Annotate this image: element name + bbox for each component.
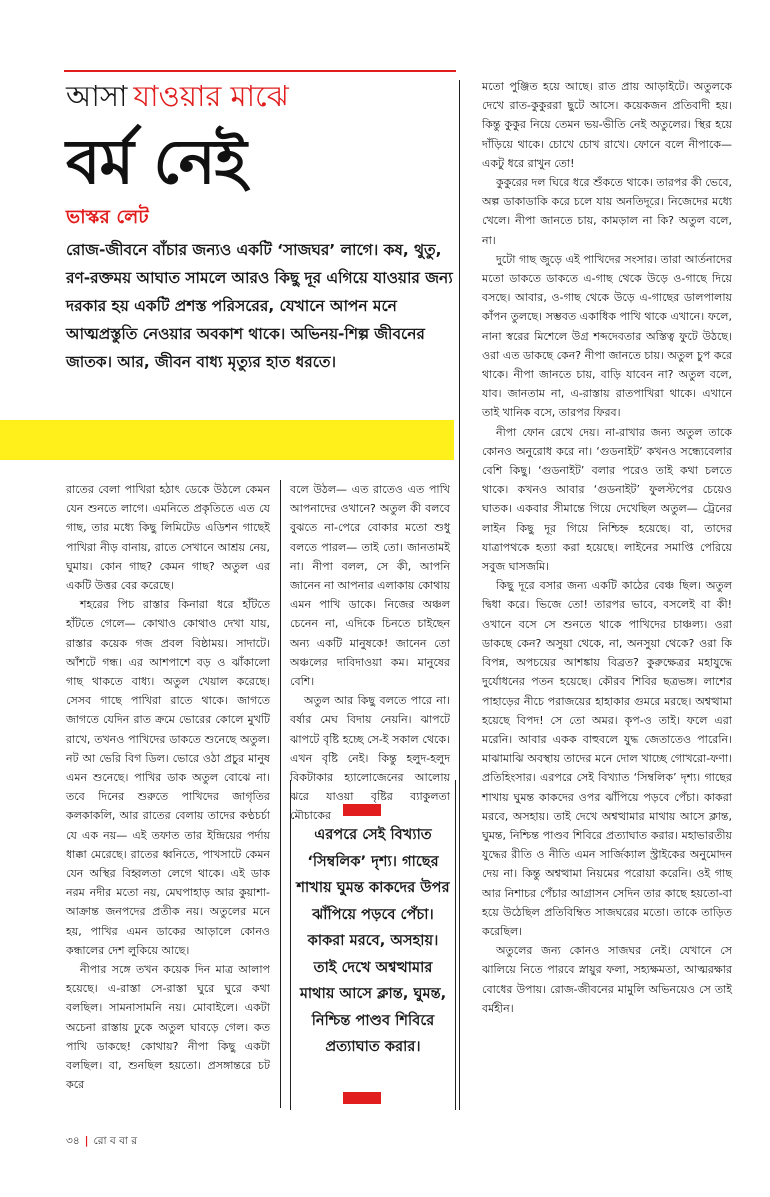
body-paragraph: রাতের বেলা পাখিরা হঠাৎ ডেকে উঠলে কেমন যেন শুনতে লাগে। এমনিতে প্রকৃতিতে এত যে গাছ, তার মধ্যে কিছু লিমিটেড এডিশন গাছেই পাখিরা নীড় বানায়, রাতে সেখানে আশ্রয় নেয়, ঘুমায়। কোন গাছ? কেমন গাছ? অতুল এর একটি উত্তর বের করেছে। (66, 483, 270, 593)
pullquote-bar-top (343, 804, 381, 816)
body-paragraph: বলে উঠল— এত রাতেও এত পাখি আপনাদের ওখানে? অতুল কী বলবে বুঝতে না-পেরে বোকার মতো শুধু বলতে পারল— তাই তো। জানতামই না। নীপা বলল, সে কী, আপনি জানেন না আপনার এলাকায় কোথায় এমন পাখি ডাকে। নিজের অঞ্চল চেনেন না, এদিকে চিনতে চাইছেন অন্য একটি মানুষকে! জানেন তো অঞ্চলের দাবিদাওয়া কম। মানুষের বেশি। (290, 483, 450, 689)
series-title (66, 78, 289, 114)
body-paragraph: মতো পুঞ্জিত হয়ে আছে। রাত প্রায় আড়াইটে। অতুলকে দেখে রাত-কুকুররা ছুটে আসে। কয়েকজন প্রতিবাদী হয়। কিন্তু কুকুর নিয়ে তেমন ভয়-ভীতি নেই অতুলের। স্থির হয়ে দাঁড়িয়ে থাকে। চোখে চোখ রাখে। ফোনে বলে নীপাকে— একটু ধরে রাখুন তো! (482, 80, 732, 170)
series-title-plain: আসা (66, 79, 128, 113)
body-column-right (482, 77, 732, 1110)
series-title-accent: যাওয়ার মাঝে (133, 79, 289, 113)
body-paragraph: নীপার সঙ্গে তখন কয়েক দিন মাত্র আলাপ হয়েছে। এ-রাস্তা সে-রাস্তা ঘুরে ঘুরে কথা বলছিল। সামনাসামনি নয়। মোবাইলে। একটা অচেনা রাস্তায় ঢুকে অতুল ঘাবড়ে গেল। কত পাখি ডাকছে! কোথায়? নীপা কিছু একটা বলছিল। বা, শুনছিল হয়তো। প্রসঙ্গান্তরে চট করে (66, 963, 270, 1092)
body-column-left (66, 480, 270, 1092)
column-divider-right (459, 80, 460, 1110)
pullquote-bar-bottom (343, 1092, 381, 1104)
publication-name: রো ব বা র (93, 1135, 138, 1147)
body-paragraph: নীপা ফোন রেখে দেয়। না-রাখার জন্য অতুল তাকে কোনও অনুরোধ করে না। ‘গুডনাইট’ কখনও সন্ধ্যেবেলার বেশি কিছু। ‘গুডনাইট’ বলার পরেও তাই কথা চলতে থাকে। কখনও আবার ‘গুডনাইট’ ফুলস্টপের চেয়েও ঘাতক। একবার সীমান্তে গিয়ে দেখেছিল অতুল— ট্রেনের লাইন কিছু দূর গিয়ে নিশ্চিহ্ন হয়েছে। বা, তাদের যাত্রাপথকে হত্যা করা হয়েছে। লাইনের সমাপ্তি পেরিয়ে সবুজ ঘাসজমি। (482, 425, 732, 574)
body-paragraph: দুটো গাছ জুড়ে এই পাখিদের সংসার। তারা আর্তনাদের মতো ডাকতে ডাকতে এ-গাছ থেকে উড়ে ও-গাছে দিয়ে বসছে। আবার, ও-গাছ থেকে উড়ে এ-গাছের ডালপালায় কাঁপন তুলছে। সম্ভবত একাধিক পাখি থাকে এখানে। ফলে, নানা স্বরের মিশেলে উগ্র শব্দদেবতার অস্তিত্ব ফুটে উঠছে। ওরা এত ডাকছে কেন? নীপা জানতে চায়। অতুল চুপ করে থাকে। নীপা জানতে চায়, বাড়ি যাবেন না? অতুল বলে, যাব। জানতাম না, এ-রাস্তায় রাতপাখিরা থাকে। এখানে তাই খানিক বসে, তারপর ফিরব। (482, 252, 732, 420)
body-paragraph: শহরের পিচ রাস্তার কিনারা ধরে হাঁটতে হাঁটতে গেলে— কোথাও কোথাও দেখা যায়, রাস্তার কয়েক গজ প্রবল বিষ্ঠাময়। সাদাটে। আঁশটে গন্ধ। এর আশপাশে বড় ও ঝাঁকালো গাছ থাকতে বাধ্য। অতুল খেয়াল করেছে। সেসব গাছে পাখিরা রাতে থাকে। জাগতে জাগতে যেদিন রাত ক্রমে ভোরের কোলে মুখটি রাখে, তখনও পাখিদের ডাকতে শুনেছে অতুল। নট আ ভেরি বিগ ডিল। ভোরে ওঠা প্রচুর মানুষ এমন শুনেছে। পাখির ডাক অতুল বোঝে না। তবে দিনের শুরুতে পাখিদের জাগৃতির কলকাকলি, আর রাতের বেলায় তাদের কণ্ঠচর্চা যে এক নয়— এই তফাত তার ইন্দ্রিয়ের পর্দায় ধাক্কা মেরেছে। রাতের ধ্বনিতে, পাখসাটে কেমন যেন অস্থির বিহ্বলতা লেগে থাকে। এই ডাক নরম নদীর মতো নয়, মেঘপাহাড় আর কুয়াশা-আক্রান্ত জনপদের প্রতীক নয়। অতুলের মনে হয়, পাখির এমন ডাকের আড়ালে কোনও কন্ধালের দেশ লুকিয়ে আছে। (66, 598, 270, 957)
body-paragraph: কিছু দূরে বসার জন্য একটি কাঠের বেঞ্চ ছিল। অতুল দ্বিধা করে। ভিজে তো! তারপর ভাবে, বসলেই বা কী! ওখানে বসে সে শুনতে থাকে পাখিদের চাঞ্চল্য। ওরা ডাকছে কেন? অসুয়া থেকে, না, অনসুয়া থেকে? ওরা কি বিপন্ন, অপচয়ের আশঙ্কায় বিব্রত? কুরুক্ষেত্রর মহাযুদ্ধে দুর্যোধনের পতন হয়েছে। কৌরব শিবির ছত্রভঙ্গ। লাশের পাহাড়ের নীচে পরাজয়ের হাহাকার গুমরে মরছে। অশ্বত্থামা হয়েছে বিপদ! সে তো অমর। কৃপ-ও তাই। ফলে এরা মরেনি। আবার একক বাহুবলে যুদ্ধ জেতাতেও পারেনি। মাঝামাঝি অবস্থায় তাদের মনে দোল খাচ্ছে গোখরো-ফণা। প্রতিহিংসার। এরপরে সেই বিখ্যাত ‘সিম্বলিক’ দৃশ্য। গাছের শাখায় ঘুমন্ত কাকদের ওপর ঝাঁপিয়ে পড়বে পেঁচা। কাকরা মরবে, অসহায়। তাই দেখে অশ্বত্থামার মাথায় আসে ক্লান্ত, ঘুমন্ত, নিশ্চিন্ত পাণ্ডব শিবিরে প্রত্যাঘাত করার। মহাভারতীয় যুদ্ধের রীতি ও নীতি এমন সার্জিক্যাল স্ট্রাইকের অনুমোদন দেয় না। কিন্তু অশ্বত্থামা নিয়মের পরোয়া করেনি। ওই গাছ আর নিশাচর পেঁচার আগ্রাসন সেদিন তার কাছে হয়তো-বা হয়ে উঠেছিল প্রতিবিম্বিত সাজঘরের মতো। তাকে তাড়িত করেছিল। (482, 579, 732, 938)
body-column-middle (290, 480, 450, 823)
page-number: ৩৪ (66, 1135, 80, 1147)
page-folio (66, 1134, 137, 1151)
standfirst-text: রোজ-জীবনে বাঁচার জন্যও একটি ‘সাজঘর’ লাগে। কষ, থুতু, রণ-রক্তময় আঘাত সামলে আরও কিছু দূর এগিয়ে যাওয়ার জন্য দরকার হয় একটি প্রশস্ত পরিসরের, যেখানে আপন মনে আত্মপ্রস্তুতি নেওয়ার অবকাশ থাকে। অভিনয়-শিল্প জীবনের জাতক। আর, জীবন বাধ্য মৃত্যুর হাত ধরতে। (66, 241, 453, 371)
body-paragraph: অতুল আর কিছু বলতে পারে না। বর্ষার মেঘ বিদায় নেয়নি। ঝাপটে ঝাপটে বৃষ্টি হচ্ছে সে-ই সকাল থেকে। এখন বৃষ্টি নেই। কিন্তু হলুদ-হলুদ বিকটাকার হ্যালোজেনের আলোয় ঝরে যাওয়া বৃষ্টির ব্যাকুলতা মৌচাকের (290, 694, 450, 823)
body-paragraph: অতুলের জন্য কোনও সাজঘর নেই। যেখানে সে ঝালিয়ে নিতে পারবে স্নায়ুর ফলা, সহ্যক্ষমতা, আত্মরক্ষার বোধের উপায়। রোজ-জীবনের মামুলি অভিনয়েও সে তাই বর্মহীন। (482, 944, 732, 1015)
author-byline: ভাস্কর লেট (66, 206, 149, 228)
yellow-highlight-band (0, 420, 454, 460)
body-paragraph: কুকুরের দল ঘিরে ধরে শুঁকতে থাকে। তারপর কী ভেবে, অল্প ডাকাডাকি করে চলে যায় অনতিদূরে। নিজেদের মধ্যে খেলে। নীপা জানতে চায়, কামড়াল না কি? অতুল বলে, না। (482, 176, 732, 247)
article-standfirst (66, 236, 461, 376)
article-headline: বর্ম নেই (66, 125, 246, 198)
column-divider-left (280, 480, 281, 1108)
header-top-rule (64, 70, 456, 72)
pullquote-text: এরপরে সেই বিখ্যাত ‘সিম্বলিক’ দৃশ্য। গাছের শাখায় ঘুমন্ত কাকদের উপর ঝাঁপিয়ে পড়বে পেঁচা। কাকরা মরবে, অসহায়। তাই দেখে অশ্বত্থামার মাথায় আসে ক্লান্ত, ঘুমন্ত, নিশ্চিন্ত পাণ্ডব শিবিরে প্রত্যাঘাত করার। (296, 826, 450, 1055)
folio-separator: | (84, 1135, 89, 1147)
